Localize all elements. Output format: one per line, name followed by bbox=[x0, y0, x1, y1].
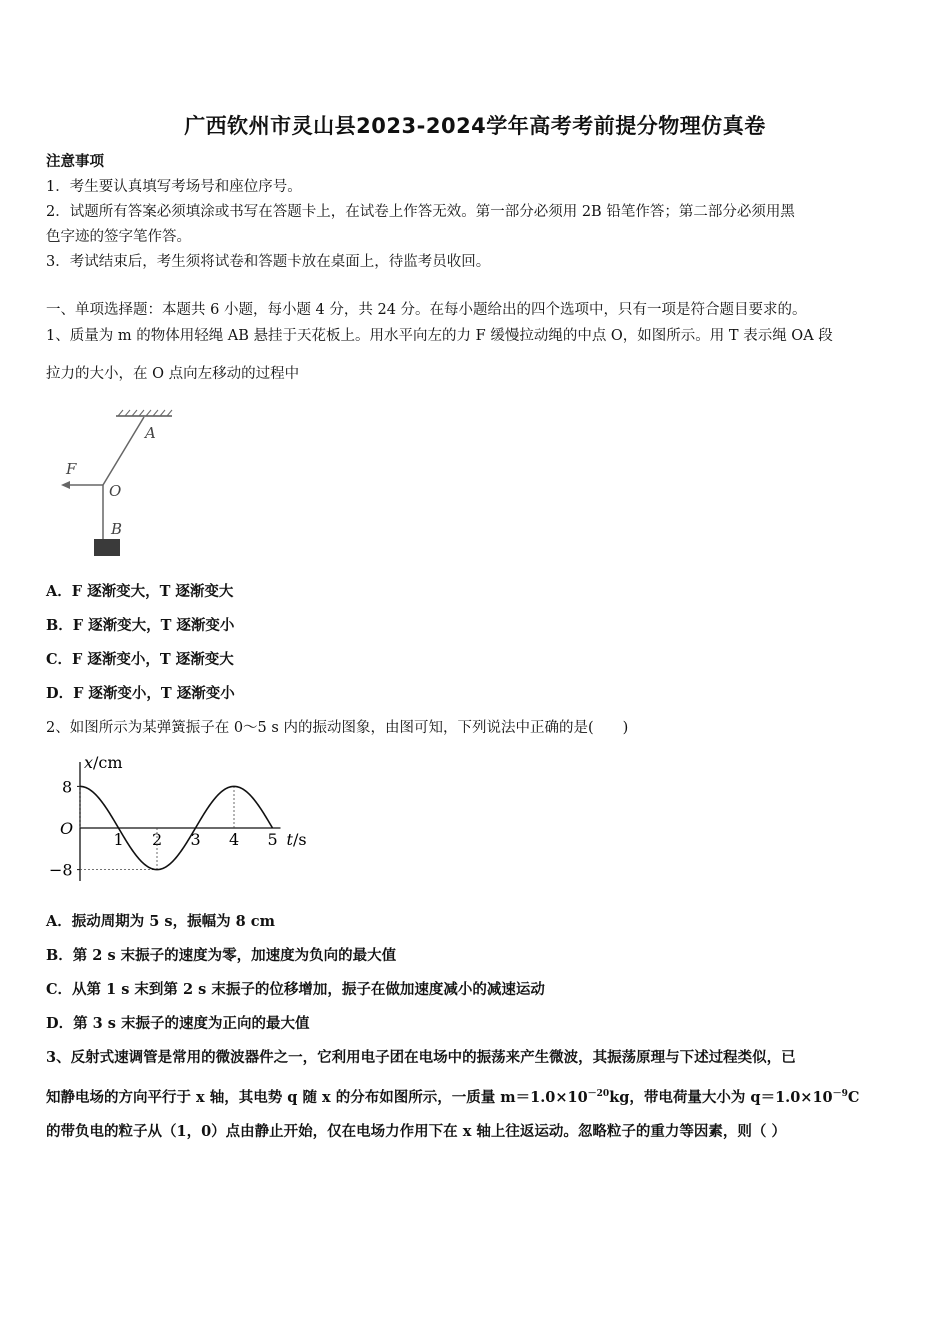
x-axis-label: t/s bbox=[286, 830, 307, 849]
q3-exp-charge: －9 bbox=[832, 1089, 848, 1099]
notice-heading: 注意事项 bbox=[46, 153, 104, 170]
q2-stem: 2、如图所示为某弹簧振子在 0～5 s 内的振动图象，由图可知，下列说法中正确的是( ) bbox=[46, 720, 629, 736]
q2-option-c: C．从第 1 s 末到第 2 s 末振子的位移增加，振子在做加速度减小的减速运动 bbox=[46, 981, 545, 998]
q3-line2 bbox=[46, 1084, 906, 1108]
force-arrowhead bbox=[61, 481, 70, 489]
mass-block bbox=[94, 539, 120, 556]
q1-figure bbox=[56, 408, 206, 560]
q2-option-d: D．第 3 s 末振子的速度为正向的最大值 bbox=[46, 1015, 310, 1032]
ceiling-hatch bbox=[118, 410, 172, 416]
q1-option-a: A．F 逐渐变大，T 逐渐变大 bbox=[46, 583, 234, 600]
notice-item-2-cont: 色字迹的签字笔作答。 bbox=[46, 229, 191, 245]
rope-oa bbox=[103, 417, 144, 485]
q1-option-c: C．F 逐渐变小，T 逐渐变大 bbox=[46, 651, 234, 668]
section-heading: 一、单项选择题：本题共 6 小题，每小题 4 分，共 24 分。在每小题给出的四个选项中，只有一项是符合题目要求的。 bbox=[46, 302, 807, 318]
label-f: F bbox=[66, 460, 77, 478]
q3-exp-mass: －20 bbox=[587, 1089, 610, 1099]
q2-option-a: A．振动周期为 5 s，振幅为 8 cm bbox=[46, 913, 275, 930]
q3-line3: 的带负电的粒子从（1，0）点由静止开始，仅在电场力作用下在 x 轴上往返运动。忽略粒子的重力等因素，则（ ） bbox=[46, 1123, 786, 1140]
x-tick-label: 1 bbox=[113, 830, 124, 849]
q3-line2-a: 知静电场的方向平行于 x 轴，其电势 q 随 x 的分布如图所示，一质量 m＝1.0×10 bbox=[46, 1088, 588, 1106]
x-tick-label: 2 bbox=[152, 830, 163, 849]
x-tick-label: 3 bbox=[190, 830, 201, 849]
q1-option-b: B．F 逐渐变大，T 逐渐变小 bbox=[46, 617, 235, 634]
y-tick-label: −8 bbox=[49, 860, 73, 880]
page-title: 广西钦州市灵山县2023-2024学年高考考前提分物理仿真卷 bbox=[184, 114, 766, 138]
origin-label: O bbox=[60, 819, 74, 838]
x-tick-label: 4 bbox=[229, 830, 240, 849]
label-a: A bbox=[145, 424, 156, 442]
label-o: O bbox=[109, 482, 122, 500]
label-b: B bbox=[111, 520, 123, 538]
q1-option-d: D．F 逐渐变小，T 逐渐变小 bbox=[46, 685, 235, 702]
x-tick-label: 5 bbox=[267, 830, 278, 849]
q1-stem-line2: 拉力的大小，在 O 点向左移动的过程中 bbox=[46, 366, 300, 382]
q1-stem-line1: 1、质量为 m 的物体用轻绳 AB 悬挂于天花板上。用水平向左的力 F 缓慢拉动绳的中点 O，如图所示。用 T 表示绳 OA 段 bbox=[46, 328, 833, 344]
q3-line2-b: kg，带电荷量大小为 q＝1.0×10 bbox=[609, 1088, 833, 1106]
notice-item-2: 2．试题所有答案必须填涂或书写在答题卡上，在试卷上作答无效。第一部分必须用 2B 铅笔作答；第二部分必须用黑 bbox=[46, 204, 795, 220]
q2-chart bbox=[44, 748, 314, 888]
q2-option-b: B．第 2 s 末振子的速度为零，加速度为负向的最大值 bbox=[46, 947, 397, 964]
notice-item-1: 1．考生要认真填写考场号和座位序号。 bbox=[46, 179, 302, 195]
q3-line2-c: C bbox=[847, 1088, 860, 1106]
notice-item-3: 3．考试结束后，考生须将试卷和答题卡放在桌面上，待监考员收回。 bbox=[46, 254, 491, 270]
q3-line1: 3、反射式速调管是常用的微波器件之一，它利用电子团在电场中的振荡来产生微波，其振荡原理与下述过程类似，已 bbox=[46, 1049, 796, 1066]
y-axis-label: x/cm bbox=[84, 753, 123, 772]
y-tick-label: 8 bbox=[62, 777, 73, 797]
